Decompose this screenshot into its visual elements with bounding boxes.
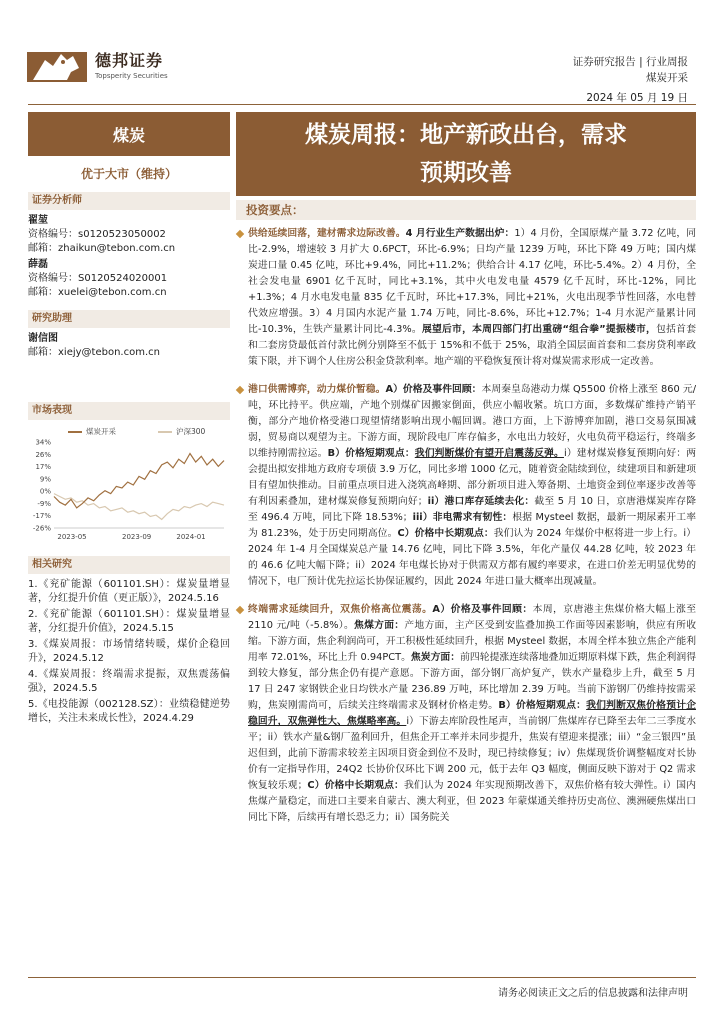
para-lead: 供给延续回落，建材需求边际改善。 <box>248 228 406 239</box>
para-bold: B）价格短期观点： <box>498 700 587 711</box>
related-heading: 相关研究 <box>28 556 230 574</box>
analyst-cert: 资格编号：S0120524020001 <box>28 273 168 284</box>
analyst-1 <box>28 214 230 256</box>
market-chart-plot <box>28 438 230 542</box>
x-tick-label: 2024-01 <box>176 533 206 541</box>
analyst-2 <box>28 258 230 300</box>
para-bold: A）价格及事件回顾： <box>432 604 533 615</box>
footer-divider <box>28 977 696 978</box>
para-bold: C）价格中长期观点： <box>397 528 494 539</box>
analyst-heading: 证券分析师 <box>28 192 230 210</box>
diamond-bullet-icon <box>236 606 244 614</box>
footer-disclaimer: 请务必阅读正文之后的信息披露和法律声明 <box>498 988 688 999</box>
para-text: 包括首套和二套房贷最低首付款比例分别降至不低于 15%和不低于 25%，取消全国层面首套和二套房贷利率政策下限，并下调个人住房公积金贷款利率。地产端的平稳恢复预计将对煤炭需求形成一定改善。 <box>248 324 696 367</box>
legend-swatch-coal <box>68 431 82 433</box>
analyst-email[interactable]: 邮箱：zhaikun@tebon.com.cn <box>28 243 176 254</box>
report-type: 证券研究报告 | 行业周报 <box>572 56 688 68</box>
para-text: 1）4 月份，全国原煤产量 3.72 亿吨，同比-2.9%，增速较 3 月扩大 0.6PCT，环比-6.9%；日均产量 1239 万吨，环比下降 49 万吨；国内煤炭进口量 0.45 亿吨，环比+9.4%，同比+11.2%；供给合计 4.17 亿吨，环比-5.4%。2）4 月份，全社会发电量 6901 亿千瓦时，同比+3.1%，其中火电发电量 4579 亿千瓦时，环比-12%，同比+1.3%；4 月水电发电量 835 亿千瓦时，环比+17.3%，同比+21%，火电出现季节性回落，水电替代效应增强。3）4 月国内水泥产量 1.74 万吨，同比-8.6%，环比+12.7%；1-4 月水泥产量累计同比-10.3%，生铁产量累计同比-4.3%。 <box>248 228 696 335</box>
related-item[interactable]: 1.《兖矿能源（601101.SH）：煤炭量增显著，分红提升价值（更正版）》，2024.5.16 <box>28 579 230 604</box>
paragraph-supply <box>236 226 696 370</box>
analyst-cert: 资格编号：s0120523050002 <box>28 229 166 240</box>
para-text: 产地方面，主产区受到安监叠加换工作面等因素影响，供应有所收缩。下游方面，焦企利润尚可，开工积极性延续回升，根据 Mysteel 数据，本周全样本独立焦企产能利用率 72.01%，环比上升 0.94PCT。 <box>248 620 697 663</box>
brand-emblem-icon <box>27 46 87 86</box>
paragraph-coking-coal <box>236 602 696 826</box>
para-bold: A）价格及事件回顾： <box>385 384 482 395</box>
market-chart <box>28 402 230 542</box>
para-text: i）下游去库阶段性尾声，当前钢厂焦煤库存已降至去年二三季度水平；ii）铁水产量&钢厂盈利回升，但焦企开工率并未同步提升，焦炭有望迎来提涨；iii）“金三银四”虽迟但到，此前下游需求较差主因项目资金到位不及时，现已持续修复；iv）焦煤现货价调整幅度对长协价有一定指导作用，24Q2 长协价仅环比下调 200 元，低于去年 Q3 幅度，侧面反映下游对于 Q2 需求恢复较乐观； <box>248 716 696 791</box>
legend-coal <box>68 426 116 437</box>
brand-name: 德邦证券 <box>95 51 164 70</box>
para-bold: 焦炭方面： <box>410 652 461 663</box>
para-text: 我们认为 2024 年煤价中枢将进一步上行。i）2024 年 1-4 月全国煤炭总产量 14.76 亿吨，同比下降 3.5%，年化产量仅 44.28 亿吨，较 2023 年的 46.6 亿吨大幅下降；ii）2024 年电煤长协对于供需双方都有履约率要求，在进口价差无明显优势的情况下，电厂预计优先拉运长协保证履约，因此 2024 年进口量大概率出现减量。 <box>248 528 696 587</box>
x-tick-label: 2023-05 <box>57 533 87 541</box>
assistant-email[interactable]: 邮箱：xiejy@tebon.com.cn <box>28 347 160 358</box>
para-bold: 展望后市，本周四部门打出重磅“组合拳”提振楼市， <box>421 324 657 335</box>
key-points-heading: 投资要点： <box>236 200 696 220</box>
y-tick-label: 0% <box>39 487 51 496</box>
para-text: i）建材煤炭修复预期向好：两会提出拟安排地方政府专项债 3.9 万亿，同比多增 1000 亿元，随着资金陆续到位，续建项目和新建项目有望加快推动。目前重点项目进入浇筑高峰期、部分新项目进入筹备期、土地资金到位率逐步改善等有利因素叠加，建材煤炭修复预期向好； <box>248 448 697 507</box>
para-text: 我们认为 2024 年实现预期改善下，双焦价格有较大弹性。i）国内焦煤产量稳定，而进口主要来自蒙古、澳大利亚，但 2023 年蒙煤通关维持历史高位、澳洲硬焦煤出口同比下降，后续再有增长恐乏力；ii）国务院关 <box>248 780 696 823</box>
header-divider <box>28 104 696 105</box>
assistant-heading: 研究助理 <box>28 310 230 328</box>
y-tick-label: 9% <box>39 475 51 484</box>
para-text: 根据 Mysteel 数据，最新一期尿素开工率为 81.23%，处于历史同期高位。 <box>248 512 696 539</box>
para-underline: 我们判断煤价有望开启震荡反弹。 <box>414 448 564 459</box>
assistant-name: 谢信图 <box>28 333 58 344</box>
para-text: 本周秦皇岛港动力煤 Q5500 价格上涨至 860 元/吨，环比持平。供应端，产地个别煤矿因搬家倒面，供应小幅收紧。坑口方面，多数煤矿维持产销平衡，部分产地价格受港口现望情绪影响出现小幅回调。港口方面，上下游博弈加剧，港口交易氛围减弱，贸易商以观望为主。下游方面，现阶段电厂库存偏多，水电出力较好，火电负荷平稳运行，终端多以维持刚需拉运。 <box>248 384 697 459</box>
diamond-bullet-icon <box>236 386 244 394</box>
related-research <box>28 556 230 728</box>
paragraph-thermal-coal <box>236 382 696 590</box>
report-date: 2024 年 05 月 19 日 <box>586 92 688 104</box>
analyst-name: 薛磊 <box>28 259 48 270</box>
y-tick-label: -17% <box>32 512 51 521</box>
title-line-1: 煤炭周报：地产新政出台，需求 <box>305 122 627 148</box>
diamond-bullet-icon <box>236 230 244 238</box>
market-heading: 市场表现 <box>28 402 230 420</box>
analyst-panel <box>28 192 230 360</box>
related-item[interactable]: 3.《煤炭周报：市场情绪转暖，煤价企稳回升》，2024.5.12 <box>28 639 230 664</box>
para-bold: 焦煤方面： <box>354 620 405 631</box>
para-lead: 终端需求延续回升，双焦价格高位震荡。 <box>248 604 433 615</box>
legend-label-coal: 煤炭开采 <box>86 427 116 436</box>
para-text: 本周，京唐港主焦煤价格大幅上涨至 2110 元/吨（-5.8%）。 <box>248 604 697 631</box>
y-tick-label: -26% <box>32 524 51 533</box>
rating-label: 优于大市（维持） <box>80 167 177 181</box>
title-line-2: 预期改善 <box>420 160 512 186</box>
x-tick-label: 2023-09 <box>122 533 152 541</box>
series-line <box>54 454 224 508</box>
para-text: 截至 5 月 10 日，京唐港煤炭库存降至 496.4 万吨，同比下降 18.53%； <box>248 496 697 523</box>
report-meta <box>573 54 688 86</box>
related-item[interactable]: 2.《兖矿能源（601101.SH）：煤炭量增显著，分红提升价值》，2024.5.15 <box>28 609 230 634</box>
related-item[interactable]: 5.《电投能源（002128.SZ）：业绩稳健逆势增长，关注未来成长性》，2024.4.29 <box>28 699 230 724</box>
y-tick-label: -9% <box>37 499 51 508</box>
para-bold: 4 月行业生产数据出炉： <box>405 228 515 239</box>
report-title <box>236 112 696 196</box>
legend-label-hs300: 沪深300 <box>176 427 206 436</box>
sector-badge: 煤炭 <box>28 112 230 156</box>
y-tick-label: 17% <box>35 463 51 472</box>
y-tick-label: 34% <box>35 438 51 447</box>
industry-label: 煤炭开采 <box>646 72 688 84</box>
para-bold: iii）非电需求有韧性： <box>412 512 513 523</box>
legend-swatch-hs300 <box>158 431 172 433</box>
analyst-name: 翟堃 <box>28 215 48 226</box>
legend-hs300 <box>158 426 205 437</box>
para-text: 前四轮提涨连续落地叠加近期原料煤下跌，焦企利润得到较大修复，部分焦企仍有提产意愿。下游方面，部分钢厂高炉复产，铁水产量稳步上升，截至 5 月 17 日 247 家钢铁企业日均铁水产量 236.89 万吨，环比增加 2.39 万吨。当前下游钢厂仍维持按需采购，焦炭刚需尚可，后续关注终端需求及钢材价格走势。 <box>248 652 696 711</box>
key-points <box>236 200 696 838</box>
para-bold: ii）港口库存延续去化： <box>427 496 535 507</box>
para-bold: C）价格中长期观点： <box>307 780 404 791</box>
para-underline: 我们判断双焦价格预计企稳回升，双焦弹性大、焦煤略率高。 <box>248 700 697 727</box>
related-item[interactable]: 4.《煤炭周报：终端需求提振，双焦震荡偏强》，2024.5.5 <box>28 669 230 694</box>
para-bold: B）价格短期观点： <box>327 448 415 459</box>
analyst-email[interactable]: 邮箱：xuelei@tebon.com.cn <box>28 287 167 298</box>
brand-name-en: Topsperity Securities <box>95 72 168 80</box>
y-tick-label: 26% <box>35 450 51 459</box>
brand-logo <box>27 46 168 86</box>
para-lead: 港口供需博弈，动力煤价暂稳。 <box>248 384 386 395</box>
